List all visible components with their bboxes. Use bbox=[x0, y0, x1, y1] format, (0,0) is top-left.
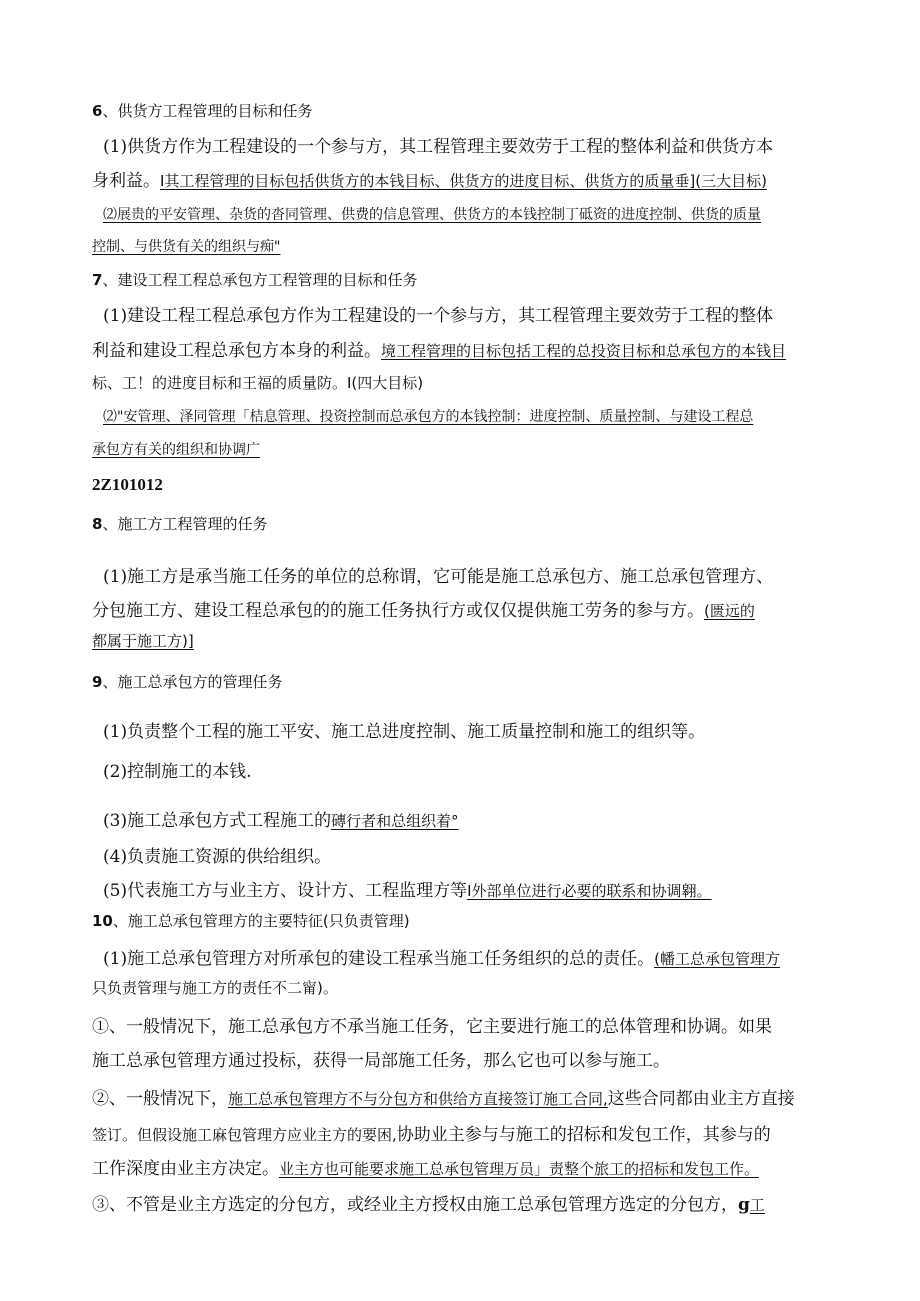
section-10-point-2-line-2: 签订。但假设施工麻包管理方应业主方的要困,协助业主参与与施工的招标和发包工作，其参与的 bbox=[92, 1125, 771, 1145]
section-10-paragraph-1-line-1: (1)施工总承包管理方对所承包的建设工程承当施工任务组织的总的责任。(幡工总承包管理方 bbox=[103, 949, 780, 969]
section-10-point-3-line-1: ③、不管是业主方选定的分包方，或经业主方授权由施工总承包管理方选定的分包方，g工 bbox=[92, 1195, 765, 1215]
section-9-item-1: (1)负责整个工程的施工平安、施工总进度控制、施工质量控制和施工的组织等。 bbox=[103, 722, 706, 742]
section-9-item-2: (2)控制施工的本钱. bbox=[103, 762, 252, 782]
section-10-heading: 10、施工总承包管理方的主要特征(只负责管理) bbox=[92, 912, 410, 930]
section-10-point-2-line-3: 工作深度由业主方决定。业主方也可能要求施工总承包管理万员」责整个旅工的招标和发包工作。 bbox=[92, 1159, 760, 1179]
section-6-heading: 6、供货方工程管理的目标和任务 bbox=[92, 102, 313, 120]
section-6-underlined-goals: I其工程管理的目标包括供货方的本钱目标、供货方的进度目标、供货方的质量垂](三大目标) bbox=[160, 172, 767, 190]
section-7-underlined-goals: 境工程管理的目标包括工程的总投资目标和总承包方的本钱目 bbox=[381, 342, 787, 360]
section-7-paragraph-1-line-1: (1)建设工程工程总承包方作为工程建设的一个参与方，其工程管理主要效劳于工程的整体 bbox=[103, 306, 774, 326]
section-8-heading: 8、施工方工程管理的任务 bbox=[92, 515, 268, 533]
section-9-item-4: (4)负责施工资源的供给组织。 bbox=[103, 847, 332, 867]
section-code: 2Z101012 bbox=[92, 475, 163, 494]
section-6-paragraph-1-line-1: (1)供货方作为工程建设的一个参与方，其工程管理主要效劳于工程的整体利益和供货方本 bbox=[103, 137, 774, 157]
section-8-paragraph-1-line-3: 都属于施工方)] bbox=[92, 632, 194, 650]
section-8-paragraph-1-line-1: (1)施工方是承当施工任务的单位的总称谓，它可能是施工总承包方、施工总承包管理方、 bbox=[103, 567, 774, 587]
section-7-paragraph-2-line-2: 承包方有关的组织和协调广 bbox=[92, 442, 260, 458]
section-10-point-2-line-1: ②、一般情况下，施工总承包管理方不与分包方和供给方直接签订施工合同,这些合同都由业主方直接 bbox=[92, 1089, 795, 1109]
section-7-paragraph-1-line-3: 标、工！的进度目标和王福的质量防。I(四大目标) bbox=[92, 374, 424, 392]
section-7-paragraph-2-line-1: ⑵"安管理、泽同管理「桔息管理、投资控制而总承包方的本钱控制：进度控制、质量控制、与建设工程总 bbox=[103, 409, 754, 425]
section-9-heading: 9、施工总承包方的管理任务 bbox=[92, 673, 283, 691]
section-8-paragraph-1-line-2: 分包施工方、建设工程总承包的的施工任务执行方或仅仅提供施工劳务的参与方。(匮远的 bbox=[92, 601, 755, 621]
section-6-paragraph-1-line-2: 身利益。I其工程管理的目标包括供货方的本钱目标、供货方的进度目标、供货方的质量垂](三大目标) bbox=[92, 171, 767, 191]
section-10-point-1-line-2: 施工总承包管理方通过投标，获得一局部施工任务，那么它也可以参与施工。 bbox=[92, 1051, 670, 1071]
section-6-paragraph-2-line-2: 控制、与供货有关的组织与痴" bbox=[92, 239, 281, 255]
section-9-item-3: (3)施工总承包方式工程施工的磚行者和总组织着° bbox=[103, 811, 459, 831]
section-7-paragraph-1-line-2: 利益和建设工程总承包方本身的利益。境工程管理的目标包括工程的总投资目标和总承包方的本钱目 bbox=[92, 341, 787, 361]
section-10-point-1-line-1: ①、一般情况下，施工总承包方不承当施工任务，它主要进行施工的总体管理和协调。如果 bbox=[92, 1017, 772, 1037]
section-9-item-5: (5)代表施工方与业主方、设计方、工程监理方等I外部单位进行必要的联系和协调翱。 bbox=[103, 881, 712, 901]
section-10-paragraph-1-line-2: 只负责管理与施工方的责任不二甯)。 bbox=[92, 979, 338, 997]
section-7-heading: 7、建设工程工程总承包方工程管理的目标和任务 bbox=[92, 271, 418, 289]
section-6-paragraph-2-line-1: ⑵展贵的平安管理、杂货的沓同管理、供费的信息管理、供货方的本钱控制丁砥资的进度控制、供货的质量 bbox=[103, 207, 761, 223]
